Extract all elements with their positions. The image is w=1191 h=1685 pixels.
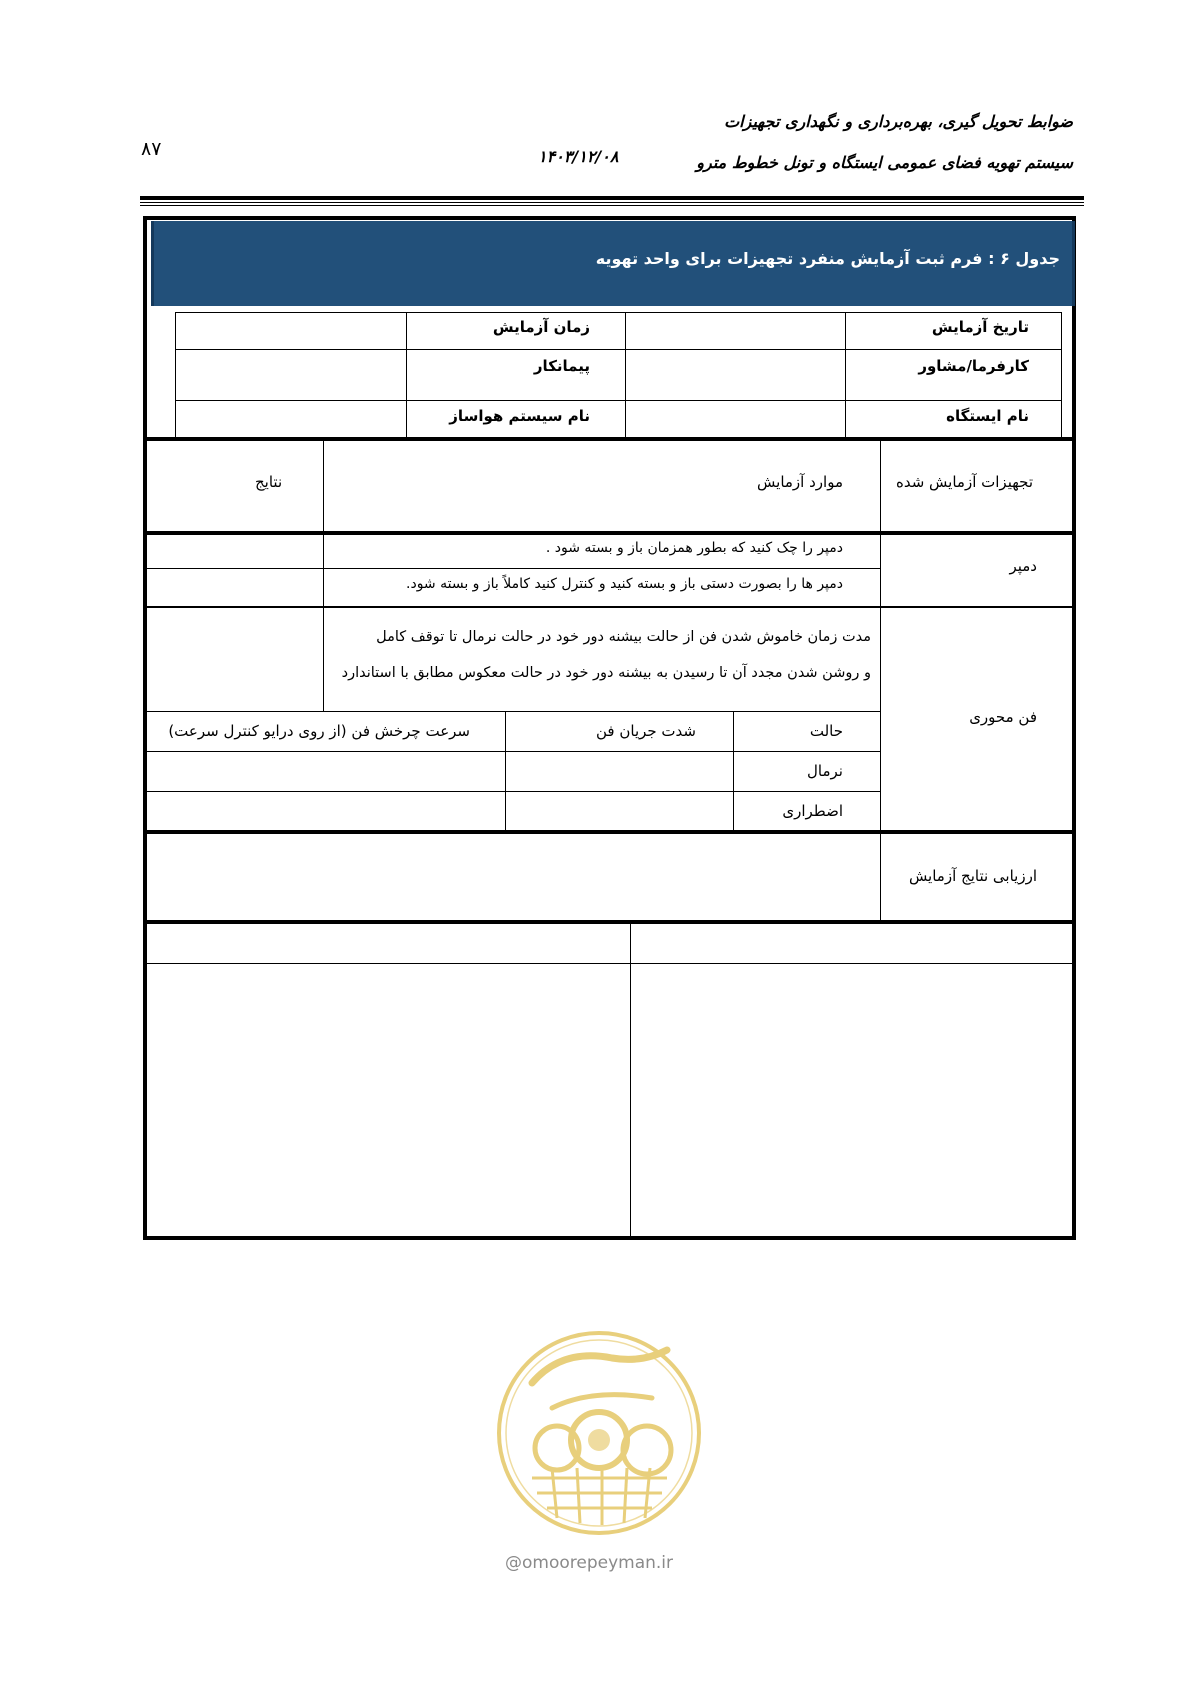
damper-label: دمپر [1009,557,1037,575]
fan-label: فن محوری [969,708,1037,726]
fan-subtable-col [733,711,734,830]
section-separator [145,830,1074,834]
signature-divider [630,924,631,1236]
evaluation-col-line [880,834,881,920]
section-separator [145,437,1074,441]
document-subtitle: سیستم تهویه فضای عمومی ایستگاه و تونل خطوط مترو [696,153,1073,172]
results-col-line [323,441,324,711]
info-grid-line [175,349,1061,350]
info-grid-col [406,312,407,438]
section-separator [145,531,1074,535]
damper-item: دمپر ها را بصورت دستی باز و بسته کنید و کنترل کنید کاملاً باز و بسته شود. [406,576,843,592]
watermark-logo [492,1328,707,1538]
header-rule-thin-2 [140,205,1084,206]
table-caption-banner [151,221,1075,306]
damper-row-line [145,568,880,569]
header-rule [140,196,1084,200]
page-number: ۸۷ [141,138,162,160]
fan-description-line: و روشن شدن مجدد آن تا رسیدن به بیشنه دور خود در حالت معکوس مطابق با استاندارد [341,665,871,681]
test-date-label: تاریخ آزمایش [931,318,1029,336]
mode-normal: نرمال [807,762,843,780]
info-grid-col [175,312,176,438]
current-header: شدت جریان فن [596,722,696,740]
info-grid-col [625,312,626,438]
fan-subtable-line [145,791,880,792]
damper-item: دمپر را چک کنید که بطور همزمان باز و بسته شود . [545,540,843,556]
station-label: نام ایستگاه [946,407,1029,425]
items-header: موارد آزمایش [757,473,843,491]
evaluation-label: ارزیابی نتایج آزمایش [908,867,1037,885]
info-grid-top [175,312,1061,313]
document-title: ضوابط تحویل گیری، بهره‌برداری و نگهداری تجهیزات [724,112,1073,131]
fan-subtable-line [145,751,880,752]
header-rule-thin [140,202,1084,203]
section-separator [145,920,1074,924]
fan-subtable-top [145,711,880,712]
info-grid-col [1061,312,1062,438]
table-caption: جدول ۶ : فرم ثبت آزمایش منفرد تجهیزات برای واحد تهویه [595,249,1060,268]
results-header: نتایج [255,473,283,491]
test-time-label: زمان آزمایش [492,318,590,336]
info-grid-col [845,312,846,438]
equipment-header: تجهیزات آزمایش شده [895,473,1033,491]
fan-description-line: مدت زمان خاموش شدن فن از حالت بیشنه دور خود در حالت نرمال تا توقف کامل [376,629,871,645]
info-grid-line [175,400,1061,401]
section-separator [145,606,1074,608]
document-date: ۱۴۰۳/۱۲/۰۸ [538,147,619,166]
employer-label: کارفرما/مشاور [918,357,1029,375]
watermark-url: @omoorepeyman.ir [505,1553,674,1573]
mode-emergency: اضطراری [782,802,843,820]
mode-header: حالت [809,722,843,740]
signature-header-line [145,963,1074,964]
fan-subtable-col [505,711,506,830]
contractor-label: پیمانکار [533,357,590,375]
speed-header: سرعت چرخش فن (از روی درایو کنترل سرعت) [168,722,470,740]
ahu-name-label: نام سیستم هواساز [449,407,590,425]
